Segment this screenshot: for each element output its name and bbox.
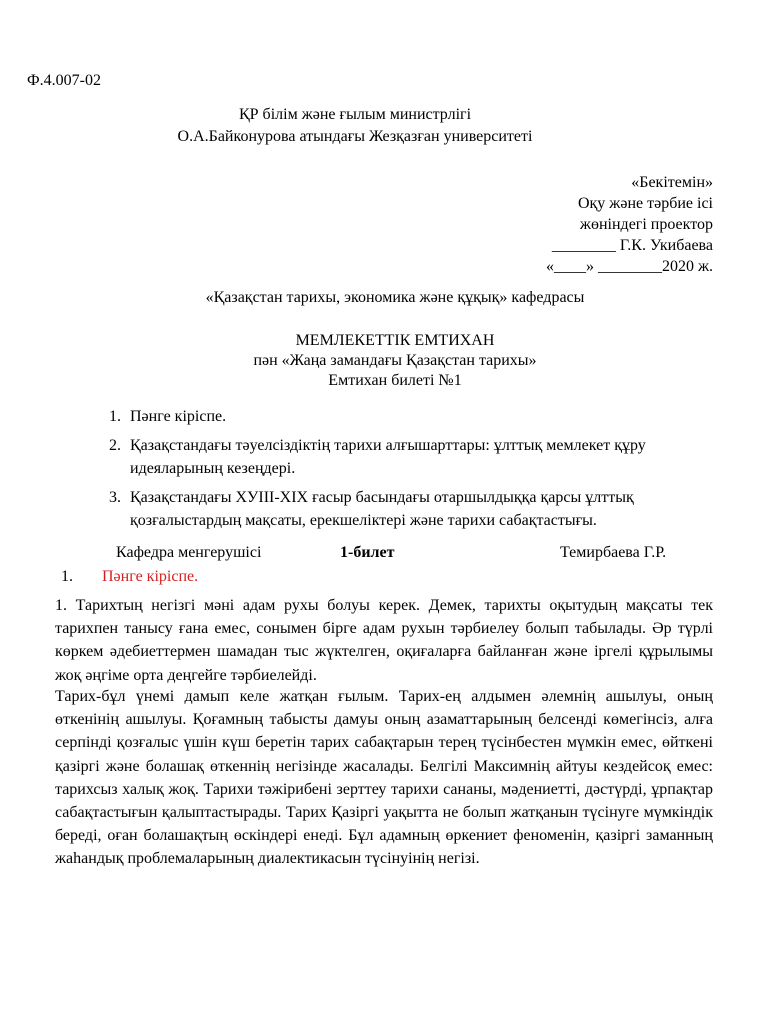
question-text: Пәнге кіріспе.	[130, 408, 227, 425]
question-number: 2.	[109, 437, 121, 454]
section-title: Пәнге кіріспе.	[102, 568, 199, 585]
question-text: Қазақстандағы ХУІІІ-ХІХ ғасыр басындағы отаршылдыққа қарсы ұлттық қозғалыстардың мақсаты, ерекшеліктері және тарихи сабақтастығы.	[130, 489, 634, 529]
exam-title: МЕМЛЕКЕТТІК ЕМТИХАН	[295, 332, 495, 349]
approval-line-date: «____» ________2020 ж.	[545, 258, 713, 275]
question-item	[109, 434, 709, 480]
approval-line-position-1: Оқу және тәрбие ісі	[577, 195, 713, 212]
question-item	[109, 486, 709, 532]
signature-name: Темирбаева Г.Р.	[560, 544, 667, 561]
signature-role: Кафедра менгерушісі	[116, 544, 262, 561]
paragraph-2: Тарих-бұл үнемі дамып келе жатқан ғылым. Тарих-ең алдымен әлемнің ашылуы, оның өткенінің ашылуы. Қоғамның табысты дамуы оның азаматтарының белсенді көмегінсіз, алға серпінді қозғалыс үшін күш беретін тарих сабақтарын терең түсінбестен мүмкін емес, өйткені қазіргі және болашақ өткеннің негізінде жасалады. Белгілі Максимнің айтуы кездейсоқ емес: тарихсыз халық жоқ. Тарихи тәжірибені зерттеу тарихи сананы, мәдениетті, дәстүрді, ұрпақтар сабақтастығын қалыптастырады. Тарих Қазіргі уақытта не болып жатқанын түсінуге мүмкіндік береді, оған болашақтың өскіндері енеді. Бұл адамның өркениет феноменін, қазіргі заманның жаһандық проблемаларының диалектикасын түсінуінің негізі.	[55, 688, 713, 868]
exam-ticket: Емтихан билеті №1	[328, 372, 462, 389]
signature-ticket-label: 1-билет	[340, 544, 395, 561]
question-text: Қазақстандағы тәуелсіздіктің тарихи алғышарттары: ұлттық мемлекет құру идеяларының кезеңдері.	[130, 437, 646, 477]
approval-line-position-2: жөніндегі проектор	[579, 216, 713, 233]
department-name: «Қазақстан тарихы, экономика және құқық» кафедрасы	[205, 289, 585, 306]
approval-block	[546, 172, 713, 277]
question-number: 3.	[109, 489, 121, 506]
question-number: 1.	[109, 408, 121, 425]
paragraph-1: 1. Тарихтың негізгі мәні адам рухы болуы керек. Демек, тарихты оқытудың мақсаты тек тарихпен танысу ғана емес, сонымен бірге адам рухын тәрбиелеу болып табылады. Әр түрлі көркем әдебиеттермен шамадан тыс жүктелген, оқиғаларға байланған және іргелі құрылымы жоқ әңгіме орта деңгейге тәрбиелейді.	[55, 597, 713, 684]
section-number: 1.	[61, 568, 73, 585]
question-item	[109, 405, 709, 428]
approval-line-approve: «Бекітемін»	[631, 174, 713, 191]
approval-line-signature: ________ Г.К. Укибаева	[551, 237, 713, 254]
ministry-name: ҚР білім және ғылым министрлігі	[238, 106, 472, 123]
exam-subject: пән «Жаңа замандағы Қазақстан тарихы»	[253, 352, 537, 369]
form-code: Ф.4.007-02	[27, 72, 101, 89]
university-name: О.А.Байконурова атындағы Жезқазған университеті	[177, 128, 533, 145]
question-list	[109, 405, 709, 538]
